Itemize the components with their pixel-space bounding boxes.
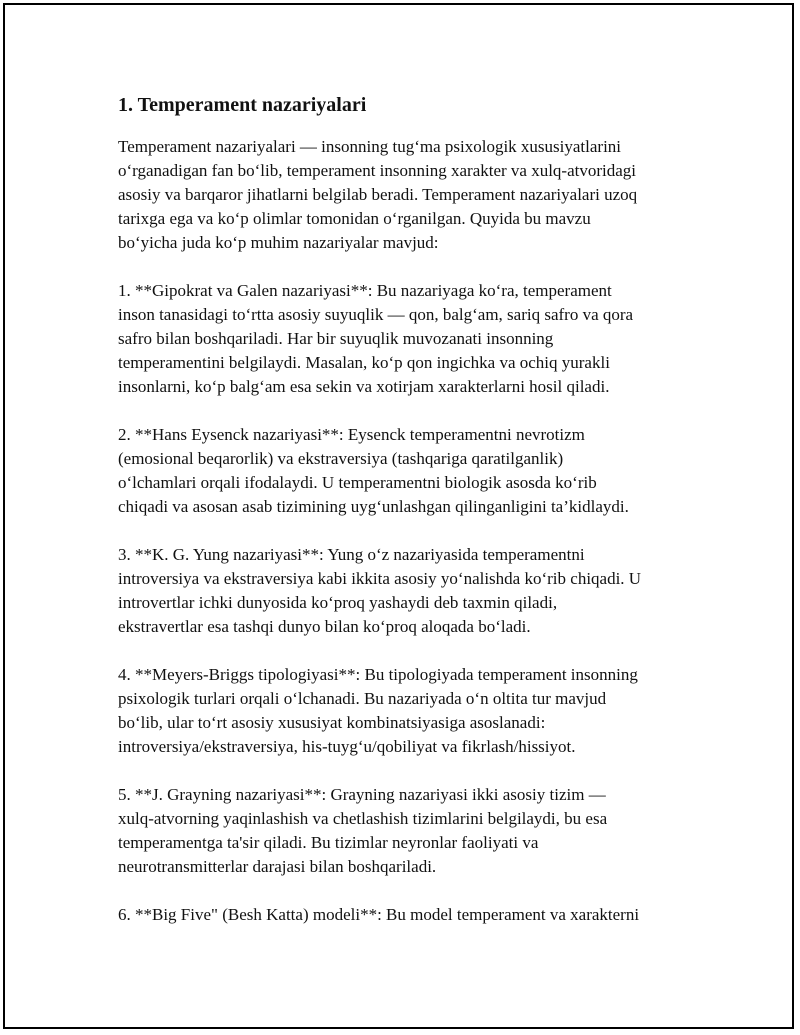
text-line: neurotransmitterlar darajasi bilan boshqariladi. — [118, 857, 437, 876]
text-line: temperamentini belgilaydi. Masalan, ko‘p qon ingichka va ochiq yurakli — [118, 353, 610, 372]
theory-paragraph-hippocrates — [118, 279, 698, 399]
text-line: bo‘lib, ular to‘rt asosiy xususiyat kombinatsiyasiga asoslanadi: — [118, 713, 546, 732]
theory-paragraph-eysenck — [118, 423, 698, 519]
text-line: 2. **Hans Eysenck nazariyasi**: Eysenck temperamentni nevrotizm — [118, 425, 585, 444]
text-line: temperamentga ta'sir qiladi. Bu tizimlar neyronlar faoliyati va — [118, 833, 539, 852]
text-line: introvertlar ichki dunyosida ko‘proq yashaydi deb taxmin qiladi, — [118, 593, 558, 612]
text-line: Temperament nazariyalari — insonning tug‘ma psixologik xususiyatlarini — [118, 137, 622, 156]
text-line: inson tanasidagi to‘rtta asosiy suyuqlik — qon, balg‘am, sariq safro va qora — [118, 305, 634, 324]
text-line: 1. **Gipokrat va Galen nazariyasi**: Bu nazariyaga ko‘ra, temperament — [118, 281, 612, 300]
text-line: tarixga ega va ko‘p olimlar tomonidan o‘rganilgan. Quyida bu mavzu — [118, 209, 591, 228]
theory-paragraph-myers-briggs — [118, 663, 698, 759]
theory-paragraph-big-five — [118, 903, 698, 927]
intro-paragraph — [118, 135, 698, 255]
text-line: ekstravertlar esa tashqi dunyo bilan ko‘proq aloqada bo‘ladi. — [118, 617, 531, 636]
text-line: 3. **K. G. Yung nazariyasi**: Yung o‘z nazariyasida temperamentni — [118, 545, 585, 564]
theory-paragraph-gray — [118, 783, 698, 879]
text-line: xulq-atvorning yaqinlashish va chetlashish tizimlarini belgilaydi, bu esa — [118, 809, 608, 828]
text-line: (emosional beqarorlik) va ekstraversiya (tashqariga qaratilganlik) — [118, 449, 564, 468]
text-line: bo‘yicha juda ko‘p muhim nazariyalar mavjud: — [118, 233, 439, 252]
text-line: introversiya va ekstraversiya kabi ikkita asosiy yo‘nalishda ko‘rib chiqadi. U — [118, 569, 642, 588]
text-line: 5. **J. Grayning nazariyasi**: Grayning nazariyasi ikki asosiy tizim — — [118, 785, 606, 804]
text-line: chiqadi va asosan asab tizimining uyg‘unlashgan qilinganligini ta’kidlaydi. — [118, 497, 629, 516]
document-body — [118, 92, 698, 951]
section-title: 1. Temperament nazariyalari — [118, 94, 367, 116]
text-line: introversiya/ekstraversiya, his-tuyg‘u/qobiliyat va fikrlash/hissiyot. — [118, 737, 576, 756]
text-line: 4. **Meyers-Briggs tipologiyasi**: Bu tipologiyada temperament insonning — [118, 665, 638, 684]
text-line: asosiy va barqaror jihatlarni belgilab beradi. Temperament nazariyalari uzoq — [118, 185, 638, 204]
text-line: psixologik turlari orqali o‘lchanadi. Bu nazariyada o‘n oltita tur mavjud — [118, 689, 607, 708]
text-line: 6. **Big Five" (Besh Katta) modeli**: Bu model temperament va xarakterni — [118, 905, 640, 924]
text-line: insonlarni, ko‘p balg‘am esa sekin va xotirjam xarakterlarni hosil qiladi. — [118, 377, 610, 396]
text-line: safro bilan boshqariladi. Har bir suyuqlik muvozanati insonning — [118, 329, 554, 348]
text-line: o‘lchamlari orqali ifodalaydi. U temperamentni biologik asosda ko‘rib — [118, 473, 597, 492]
text-line: o‘rganadigan fan bo‘lib, temperament insonning xarakter va xulq-atvoridagi — [118, 161, 637, 180]
theory-paragraph-jung — [118, 543, 698, 639]
